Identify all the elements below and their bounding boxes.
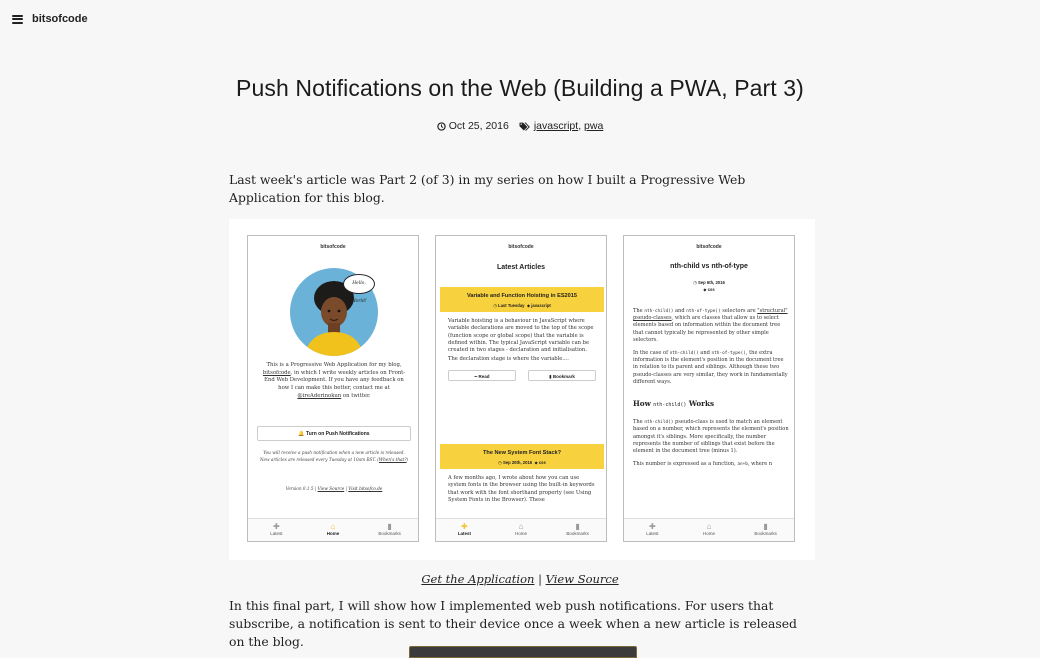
next-article-image <box>409 646 637 658</box>
menu-icon[interactable] <box>12 15 23 24</box>
screen-brand: bitsofcode <box>696 244 722 250</box>
nav-bookmarks[interactable]: ▮ Bookmarks <box>361 519 418 541</box>
screen-view-source-link[interactable]: View Source <box>317 486 345 491</box>
phone-screen-latest <box>435 235 607 542</box>
site-brand-link[interactable]: bitsofcode <box>32 13 88 25</box>
push-notifications-button[interactable]: 🔔 Turn on Push Notifications <box>257 426 411 441</box>
home-blog-link[interactable]: bitsofcode <box>262 369 291 376</box>
phone-screen-article <box>623 235 795 542</box>
screen-brand: bitsofcode <box>320 244 346 250</box>
tag-icon: ◆ <box>703 287 708 292</box>
tags-icon <box>519 122 531 131</box>
card-title[interactable]: Variable and Function Hoisting in ES2015 <box>466 293 578 299</box>
article-card <box>440 444 604 504</box>
home-icon: ⌂ <box>706 522 712 531</box>
screen-article-body: The nth-child() and nth-of-type() selectors are "structural" pseudo-classes, which are classes that allow us to select elements based on information within the document tree that cannot typically be represented by other simple selectors. In the case of nth-child() and nth-of-type(), the extra information is the element's position in the document tree in relation to its parent and siblings. Although these two pseudo-classes are very similar, they work in fundamentally different ways. How nth-child() Works The nth-child() pseudo-class is used to match an element based on a number, which represents the element's position amongst it's siblings. More specifically, the number represents the number of siblings that exist before the element in the document tree (minus 1). This number is expressed as a function, an+b, where n <box>633 308 789 468</box>
nav-bookmarks[interactable]: ▮ Bookmarks <box>549 519 606 541</box>
card-meta: ◷ Last Tuesday ◆ javascript <box>493 303 551 308</box>
minus-icon: ━ <box>474 373 479 379</box>
intro-paragraph: Last week's article was Part 2 (of 3) in my series on how I built a Progressive Web Application for this blog. <box>229 172 746 205</box>
home-icon: ⌂ <box>518 522 524 531</box>
speech-bubble: Hello, World! <box>343 274 375 294</box>
tag-icon: ◆ <box>534 460 539 465</box>
tag-link-javascript[interactable]: javascript <box>533 120 579 132</box>
tag-icon: ◆ <box>526 303 532 308</box>
clock-icon: ◷ <box>693 280 699 285</box>
bell-icon: 🔔 <box>298 431 307 437</box>
latest-heading: Latest Articles <box>497 264 545 271</box>
nav-bookmarks[interactable]: ▮ Bookmarks <box>737 519 794 541</box>
nav-home[interactable]: ⌂ Home <box>493 519 550 541</box>
bottom-nav <box>624 518 794 541</box>
screen-article-meta: ◷ Sep 6th, 2016 ◆ css <box>693 280 725 292</box>
visit-site-link[interactable]: Visit bitsofco.de <box>348 486 383 491</box>
nav-home[interactable]: ⌂ Home <box>681 519 738 541</box>
card-title[interactable]: The New System Font Stack? <box>482 450 562 456</box>
get-application-link[interactable]: Get the Application <box>421 572 535 586</box>
bookmark-button[interactable]: ▮ Bookmark <box>528 370 596 381</box>
caption-separator: | <box>538 572 542 586</box>
pseudo-classes-link[interactable]: "structural" pseudo-classes <box>633 308 788 322</box>
body-paragraph: In this final part, I will show how I implemented web push notifications. For users that subscribe, a notification is sent to their device once a week when a new article is released on the blog. <box>229 598 797 649</box>
plus-icon: ✚ <box>460 522 468 531</box>
nav-latest[interactable]: ✚ Latest <box>248 519 305 541</box>
article-meta <box>0 120 1040 132</box>
plus-icon: ✚ <box>272 522 280 531</box>
bottom-nav <box>436 518 606 541</box>
home-icon: ⌂ <box>330 522 336 531</box>
nav-latest[interactable]: ✚ Latest <box>436 519 493 541</box>
home-twitter-link[interactable]: @ireAderinokun <box>297 392 342 399</box>
bookmark-icon: ▮ <box>763 522 768 531</box>
clock-icon: ◷ <box>498 460 503 465</box>
screen-article-subheading: How nth-child() Works <box>633 399 715 409</box>
card-meta: ◷ Sep 20th, 2016 ◆ css <box>498 460 546 465</box>
bottom-nav <box>248 518 418 541</box>
screen-brand: bitsofcode <box>508 244 534 250</box>
card-excerpt: A few months ago, I wrote about how you can use system fonts in the browser using the built-in keywords that work with the font shorthand property (see Using System Fonts in the Browser). These <box>448 475 595 503</box>
clock-icon <box>437 122 446 131</box>
view-source-link[interactable]: View Source <box>545 572 619 586</box>
card-actions <box>440 364 604 387</box>
tag-separator: , <box>578 120 582 132</box>
whens-that-link[interactable]: When's that? <box>378 456 407 462</box>
plus-icon: ✚ <box>648 522 656 531</box>
read-button[interactable]: ━ Read <box>448 370 516 381</box>
push-note: You will receive a push notification when a new article is released. New articles are released every Tuesday at 10am BST. (When's that?) <box>259 450 409 462</box>
article-title: Push Notifications on the Web (Building a PWA, Part 3) <box>236 75 804 101</box>
bookmark-icon: ▮ <box>575 522 580 531</box>
card-excerpt: Variable hoisting is a behaviour in JavaScript where variable declarations are moved to the top of the scope (function scope or global scope) that the variable is defined within. The typical JavaScript variable can be created in two stages - declaration and initialisation. The declaration stage is where the variable.... <box>448 318 594 363</box>
clock-icon: ◷ <box>493 303 499 308</box>
article-date: Oct 25, 2016 <box>448 120 509 132</box>
figure-caption <box>0 572 1040 586</box>
app-screenshots-figure <box>229 219 815 560</box>
top-bar <box>12 10 88 28</box>
bookmark-icon: ▮ <box>549 373 553 379</box>
tag-link-pwa[interactable]: pwa <box>584 120 604 132</box>
article-card <box>440 287 604 387</box>
version-line: Version 0.1.5 | View Source | Visit bitsofco.de <box>285 486 383 491</box>
nav-latest[interactable]: ✚ Latest <box>624 519 681 541</box>
screen-article-title: nth-child vs nth-of-type <box>670 263 748 270</box>
bookmark-icon: ▮ <box>387 522 392 531</box>
phone-screen-home <box>247 235 419 542</box>
home-intro-text: This is a Progressive Web Application for my blog, bitsofcode, in which I write weekly articles on Front-End Web Development. If you have any feedback on how I can make this better, contact me at @ireAderinokun on twitter. <box>262 362 406 399</box>
nav-home[interactable]: ⌂ Home <box>305 519 362 541</box>
